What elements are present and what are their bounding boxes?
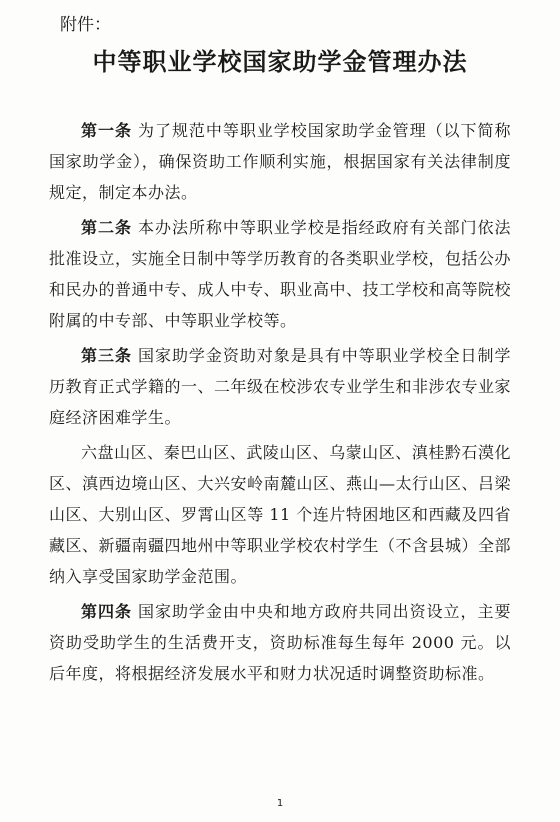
article-3	[49, 340, 511, 433]
article-text: 六盘山区、秦巴山区、武陵山区、乌蒙山区、滇桂黔石漠化区、滇西边境山区、大兴安岭南麓山区、燕山—太行山区、吕梁山区、大别山区、罗霄山区等 11 个连片特困地区和西藏及四省藏区、新疆南疆四地州中等职业学校农村学生（不含县城）全部纳入享受国家助学金范围。	[49, 443, 512, 586]
article-text: 为了规范中等职业学校国家助学金管理（以下简称国家助学金），确保资助工作顺利实施，根据国家有关法律制度规定，制定本办法。	[49, 121, 511, 202]
article-heading: 第二条	[81, 218, 132, 237]
page-number: 1	[276, 798, 284, 809]
article-heading: 第一条	[81, 121, 132, 140]
article-4	[49, 596, 511, 689]
article-2	[49, 212, 511, 336]
article-text: 本办法所称中等职业学校是指经政府有关部门依法批准设立，实施全日制中等学历教育的各类职业学校，包括公办和民办的普通中专、成人中专、职业高中、技工学校和高等院校附属的中专部、中等职业学校等。	[49, 218, 512, 330]
article-text: 国家助学金资助对象是具有中等职业学校全日制学历教育正式学籍的一、二年级在校涉农专业学生和非涉农专业家庭经济困难学生。	[49, 346, 512, 427]
document-body	[49, 115, 511, 689]
article-text: 国家助学金由中央和地方政府共同出资设立，主要资助受助学生的生活费开支，资助标准每生每年 2000 元。以后年度，将根据经济发展水平和财力状况适时调整资助标准。	[49, 602, 511, 683]
article-heading: 第三条	[81, 346, 132, 365]
article-1	[49, 115, 511, 208]
article-3-regions	[49, 437, 511, 592]
document-title: 中等职业学校国家助学金管理办法	[92, 48, 468, 76]
attachment-label: 附件：	[60, 15, 111, 35]
article-heading: 第四条	[81, 602, 132, 621]
